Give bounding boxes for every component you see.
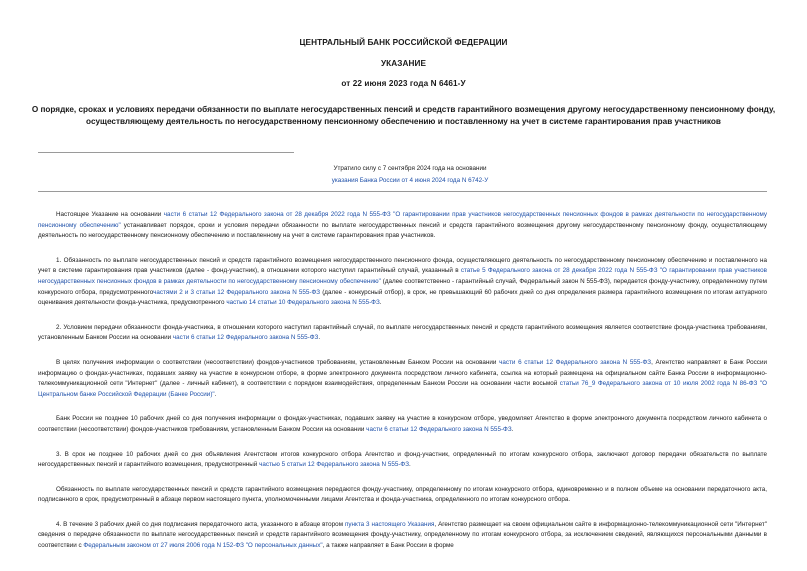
law-reference-link[interactable]: части 6 статьи 12 Федерального закона N 555-ФЗ [366, 425, 512, 433]
paragraph-text: устанавливает порядок, сроки и условия передачи обязанности по выплате негосударственных пенсий и средств гарантийного возмещения другому негосударственному пенсионному фонду, осуществляющему деятельность по негосударственному пенсионному обеспечению и поставленному на учет в системе гарантирования прав участников. [38, 221, 767, 240]
status-note [310, 163, 510, 187]
paragraph-text: 1. Обязанность по выплате негосударственных пенсий и средств гарантийного возмещения негосударственного пенсионного фонда, осуществляющего деятельность по негосударственному пенсионному обеспечению и поставленного на учет в системе гарантирования прав участников (далее - фонд-участник), в отношении которого наступил гарантийный случай, указанный в [38, 256, 767, 275]
paragraph-text: Настоящее Указание на основании [56, 211, 164, 218]
paragraph-text: . [214, 390, 217, 398]
paragraph-text: В целях получения информации о соответствии (несоответствии) фондов-участников требованиям, установленным Банком России на основании [56, 358, 500, 366]
paragraph-text: . [409, 461, 411, 469]
issuer-heading: ЦЕНТРАЛЬНЫЙ БАНК РОССИЙСКОЙ ФЕДЕРАЦИИ [299, 38, 508, 47]
status-note-link[interactable]: указания Банка России от 4 июня 2024 года N 6742-У [331, 177, 489, 184]
law-reference-link[interactable]: пункта 3 настоящего Указания [344, 520, 435, 528]
divider-full [38, 191, 767, 192]
paragraph-text: , Агентство направляет в Банк России информацию о фондах-участниках, подавших заявку на участие в конкурсном отборе, в форме электронного документа посредством личного кабинета, ссылка на который размещена на официальном сайте Банка России в информационно-телекоммуникационной сети "Интернет" (далее - личный кабинет), в соответствии с порядком взаимодействия, определенным Банком России на основании части восьмой [38, 358, 767, 388]
law-reference-link[interactable]: статьи 76_9 Федерального закона от 10 июля 2002 года N 86-ФЗ "О Центральном банке Российской Федерации (Банке России)" [38, 380, 767, 398]
paragraph-text: , Агентство размещает на своем официальном сайте в информационно-телекоммуникационной сети "Интернет" сведения о передаче обязанности по выплате негосударственных пенсий и средств гарантийного возмещения фонду-участнику, определенному по итогам конкурсного отбора, за исключением сведений, являющихся персональными данными в соответствии с [38, 520, 768, 550]
paragraph-text: . [318, 334, 321, 342]
paragraph [38, 256, 767, 309]
paragraph [38, 485, 767, 506]
document-date-number: от 22 июня 2023 года N 6461-У [341, 79, 466, 88]
paragraph-text: 2. Условием передачи обязанности фонда-участника, в отношении которого наступил гарантийный случай, по выплате негосударственных пенсий и средств гарантийного возмещения является соответствие фонда-участника требованиям, установленным Банком России на основании [38, 323, 767, 342]
law-reference-link[interactable]: частями 2 и 3 статьи 12 Федерального закона N 555-ФЗ [153, 288, 321, 296]
law-reference-link[interactable]: частью 14 статьи 10 Федерального закона N 555-ФЗ [226, 299, 380, 307]
paragraph-text: (далее - конкурсный отбор), в срок, не превышающий 60 рабочих дней со дня определения размера гарантийного возмещения по итогам актуарного оценивания деятельности фонда-участника, предусмотренного [38, 288, 767, 307]
law-reference-link[interactable]: части 6 статьи 12 Федерального закона N 555-ФЗ [172, 334, 319, 342]
paragraph-text: Обязанность по выплате негосударственных пенсий и средств гарантийного возмещения передаются фонду-участнику, определенному по итогам конкурсного отбора, единовременно и в полном объеме на основании передаточного акта, подписанного в срок, предусмотренный в абзаце первом настоящего пункта, уполномоченными лицами Агентства и фонда-участника, определенного по итогам конкурсного отбора. [38, 485, 767, 504]
document-type-heading: УКАЗАНИЕ [380, 59, 427, 68]
paragraph-text: . [379, 299, 382, 307]
law-reference-link[interactable]: частью 5 статьи 12 Федерального закона N 555-ФЗ [259, 461, 410, 469]
law-reference-link[interactable]: статье 5 Федерального закона от 28 декабря 2022 года N 555-ФЗ "О гарантировании прав участников негосударственных пенсионных фондов в рамках деятельности по негосударственному пенсионному обеспечению" [38, 267, 768, 285]
paragraph-text: . [511, 425, 514, 433]
paragraph [38, 210, 767, 242]
paragraph-text: Банк России не позднее 10 рабочих дней со дня получения информации о фондах-участниках, подавших заявку на участие в конкурсном отборе, уведомляет Агентство в форме электронного документа посредством личного кабинета о соответствии (несоответствии) фондов-участников требованиям, установленным Банком России на основании [38, 415, 767, 433]
paragraph-text: 3. В срок не позднее 10 рабочих дней со дня объявления Агентством итогов конкурсного отбора Агентство и фонд-участник, определенный по итогам конкурсного отбора, заключают договор передачи обязательств по выплате негосударственных пенсий и гарантийного возмещения, предусмотренный [38, 450, 767, 469]
divider-short [38, 152, 294, 153]
law-reference-link[interactable]: части 6 статьи 12 Федерального закона N 555-ФЗ [499, 358, 652, 366]
paragraph-text: 4. В течение 3 рабочих дней со дня подписания передаточного акта, указанного в абзаце втором [56, 520, 345, 528]
paragraph [38, 414, 767, 435]
paragraph [38, 358, 767, 400]
paragraph [38, 450, 767, 471]
law-reference-link[interactable]: части 6 статьи 12 Федерального закона от 28 декабря 2022 года N 555-ФЗ "О гарантировании прав участников негосударственных пенсионных фондов в рамках деятельности по негосударственному пенсионному обеспечению" [38, 211, 767, 229]
paragraph-text: , а также направляет в Банк России в форме [322, 542, 454, 550]
document-body [38, 210, 767, 566]
paragraph [38, 323, 767, 344]
status-note-text: Утратило силу с 7 сентября 2024 года на основании [333, 165, 487, 172]
document-title: О порядке, сроках и условиях передачи обязанности по выплате негосударственных пенсий и средств гарантийного возмещения другому негосударственному пенсионному фонду, осуществляющему деятельность по негосударственному пенсионному обеспечению и поставленному на учет в системе гарантирования прав участников [31, 105, 776, 126]
law-reference-link[interactable]: Федеральным законом от 27 июля 2006 года N 152-ФЗ "О персональных данных" [83, 542, 323, 550]
paragraph [38, 520, 767, 552]
paragraph-text: (далее соответственно - гарантийный случай, Федеральный закон N 555-ФЗ), передается фонду-участнику, определенному путем конкурсного отбора, предусмотренного [38, 277, 767, 296]
